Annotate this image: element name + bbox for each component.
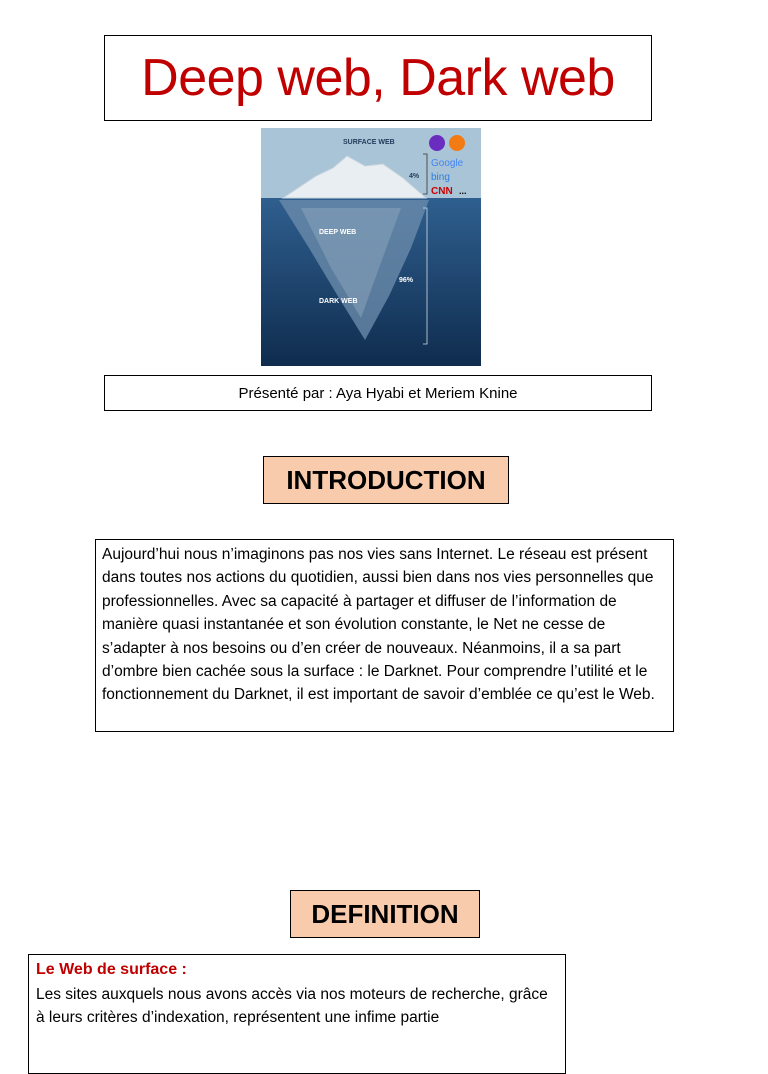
google-logo-text: Google: [431, 158, 464, 169]
introduction-text: Aujourd’hui nous n’imaginons pas nos vies sans Internet. Le réseau est présent dans toutes nos actions du quotidien, aussi bien dans nos vies personnelles que professionnelles. Avec sa capacité à partager et diffuser de l’information de manière quasi instantanée et son évolution constante, le Net ne cesse de s’adapter à nos besoins ou d’en créer de nouveaux. Néanmoins, il a sa part d’ombre bien cachée sous la surface : le Darknet. Pour comprendre l’utilité et le fonctionnement du Darknet, il est important de savoir d’emblée ce qu’est le Web.: [102, 546, 655, 704]
iceberg-image: [261, 128, 481, 366]
introduction-heading: [263, 456, 509, 504]
presenter-box: [104, 375, 652, 411]
definition-heading: [290, 890, 480, 938]
yahoo-logo-icon: [429, 135, 445, 151]
presenter-text: Présenté par : Aya Hyabi et Meriem Knine: [238, 384, 518, 402]
definition-heading-label: DEFINITION: [311, 898, 459, 929]
more-engines-text: ...: [459, 186, 467, 196]
deep-percent: 96%: [399, 277, 414, 284]
surface-web-text: Les sites auxquels nous avons accès via nos moteurs de recherche, grâce à leurs critères d’indexation, représentent une infime partie: [36, 986, 548, 1026]
bing-logo-text: bing: [431, 172, 450, 183]
introduction-heading-label: INTRODUCTION: [286, 464, 486, 495]
page-title: Deep web, Dark web: [141, 49, 615, 107]
cnn-logo-text: CNN: [431, 186, 453, 197]
surface-percent: 4%: [409, 173, 420, 180]
surface-web-title: Le Web de surface :: [36, 961, 187, 978]
firefox-logo-icon: [449, 135, 465, 151]
surface-web-label: SURFACE WEB: [343, 139, 395, 146]
title-box: [104, 35, 652, 121]
surface-web-box: [28, 954, 566, 1074]
deep-web-label: DEEP WEB: [319, 229, 357, 236]
introduction-box: [95, 539, 674, 732]
dark-web-label: DARK WEB: [319, 298, 358, 305]
